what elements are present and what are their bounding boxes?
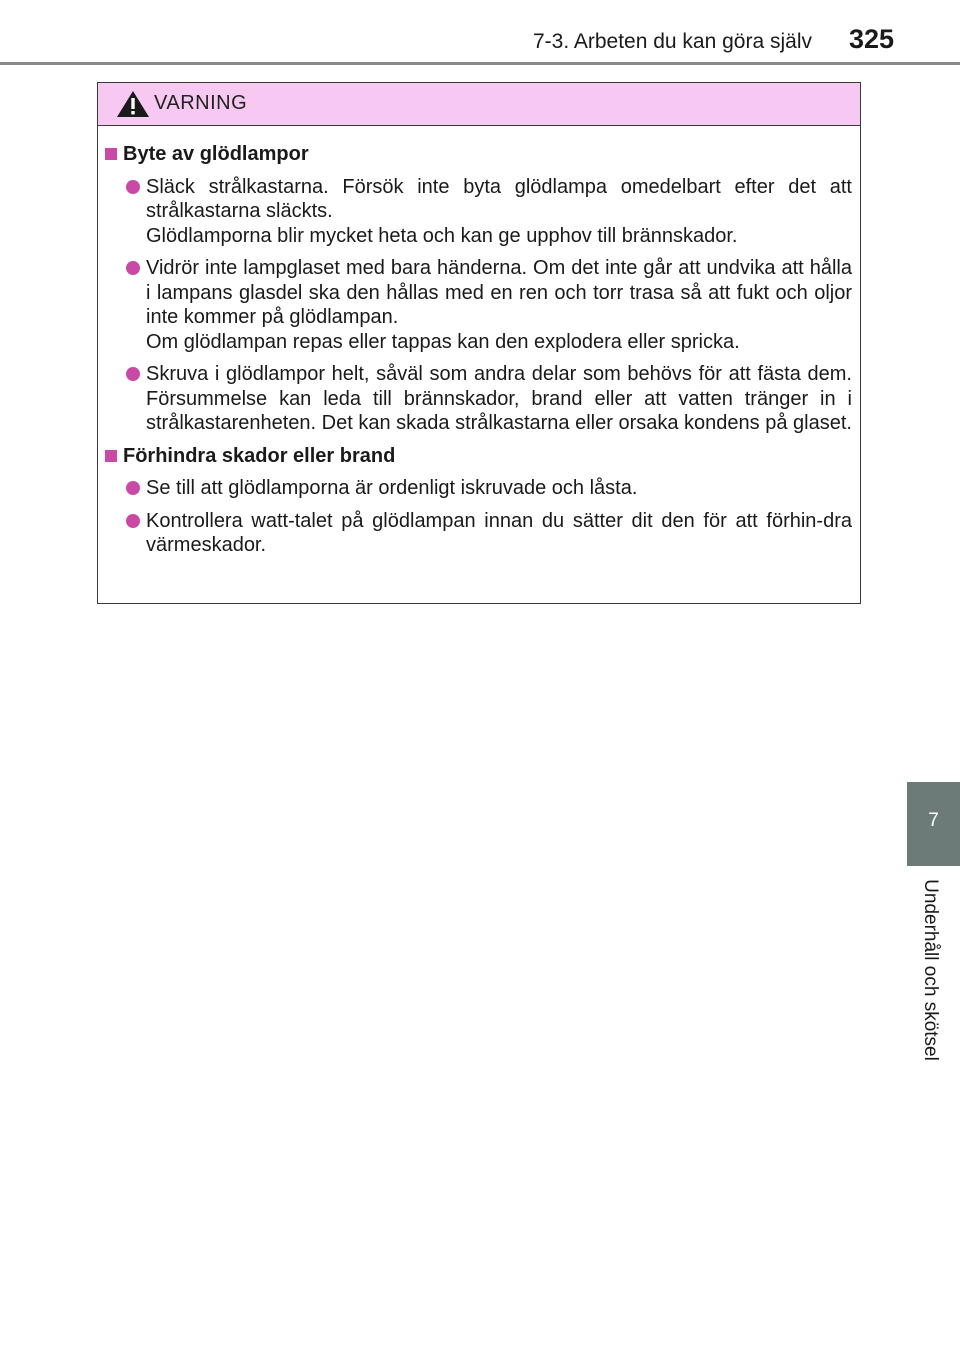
header-divider xyxy=(0,62,960,65)
bullet-item xyxy=(126,256,852,354)
section-heading-text: Förhindra skador eller brand xyxy=(123,444,396,467)
section-heading xyxy=(105,142,852,167)
section-title: 7-3. Arbeten du kan göra själv xyxy=(532,30,812,53)
warning-title: VARNING xyxy=(154,92,248,114)
circle-bullet-icon xyxy=(126,514,140,528)
warning-box xyxy=(97,82,861,604)
bullet-text: Kontrollera watt-talet på glödlampan innan du sätter dit den för att förhin-dra värmeskador. xyxy=(146,509,852,556)
chapter-tab xyxy=(907,782,960,866)
page-header xyxy=(0,0,960,66)
bullet-text: Skruva i glödlampor helt, såväl som andra delar som behövs för att fästa dem. Försummelse kan leda till brännskador, brand eller att vatten tränger in i strålkastarenheten. Det kan skada strålkastarna eller orsaka kondens på glaset. xyxy=(146,363,852,434)
square-bullet-icon xyxy=(105,450,117,462)
circle-bullet-icon xyxy=(126,367,140,381)
circle-bullet-icon xyxy=(126,481,140,495)
circle-bullet-icon xyxy=(126,180,140,194)
section-heading-text: Byte av glödlampor xyxy=(123,143,309,165)
warning-triangle-icon xyxy=(115,89,151,119)
circle-bullet-icon xyxy=(126,261,140,275)
bullet-text: Släck strålkastarna. Försök inte byta glödlampa omedelbart efter det att strålkastarna släckts. xyxy=(146,175,852,222)
chapter-number: 7 xyxy=(928,810,939,831)
bullet-item xyxy=(126,362,852,436)
warning-header xyxy=(98,83,860,126)
bullet-text: Om glödlampan repas eller tappas kan den explodera eller spricka. xyxy=(146,330,740,353)
warning-body xyxy=(98,126,860,558)
bullet-item xyxy=(126,509,852,558)
bullet-text: Se till att glödlamporna är ordenligt iskruvade och låsta. xyxy=(146,477,638,499)
bullet-text: Glödlamporna blir mycket heta och kan ge upphov till brännskador. xyxy=(146,224,738,247)
bullet-item xyxy=(126,175,852,249)
chapter-title: Underhåll och skötsel xyxy=(920,879,941,1061)
page-number: 325 xyxy=(848,24,894,54)
section-heading xyxy=(105,444,852,469)
bullet-item xyxy=(126,476,852,501)
bullet-text: Vidrör inte lampglaset med bara händerna. Om det inte går att undvika att hålla i lampans glasdel ska den hållas med en ren och torr trasa så att fukt och oljor inte kommer på glödlampan. xyxy=(146,257,852,328)
square-bullet-icon xyxy=(105,148,117,160)
